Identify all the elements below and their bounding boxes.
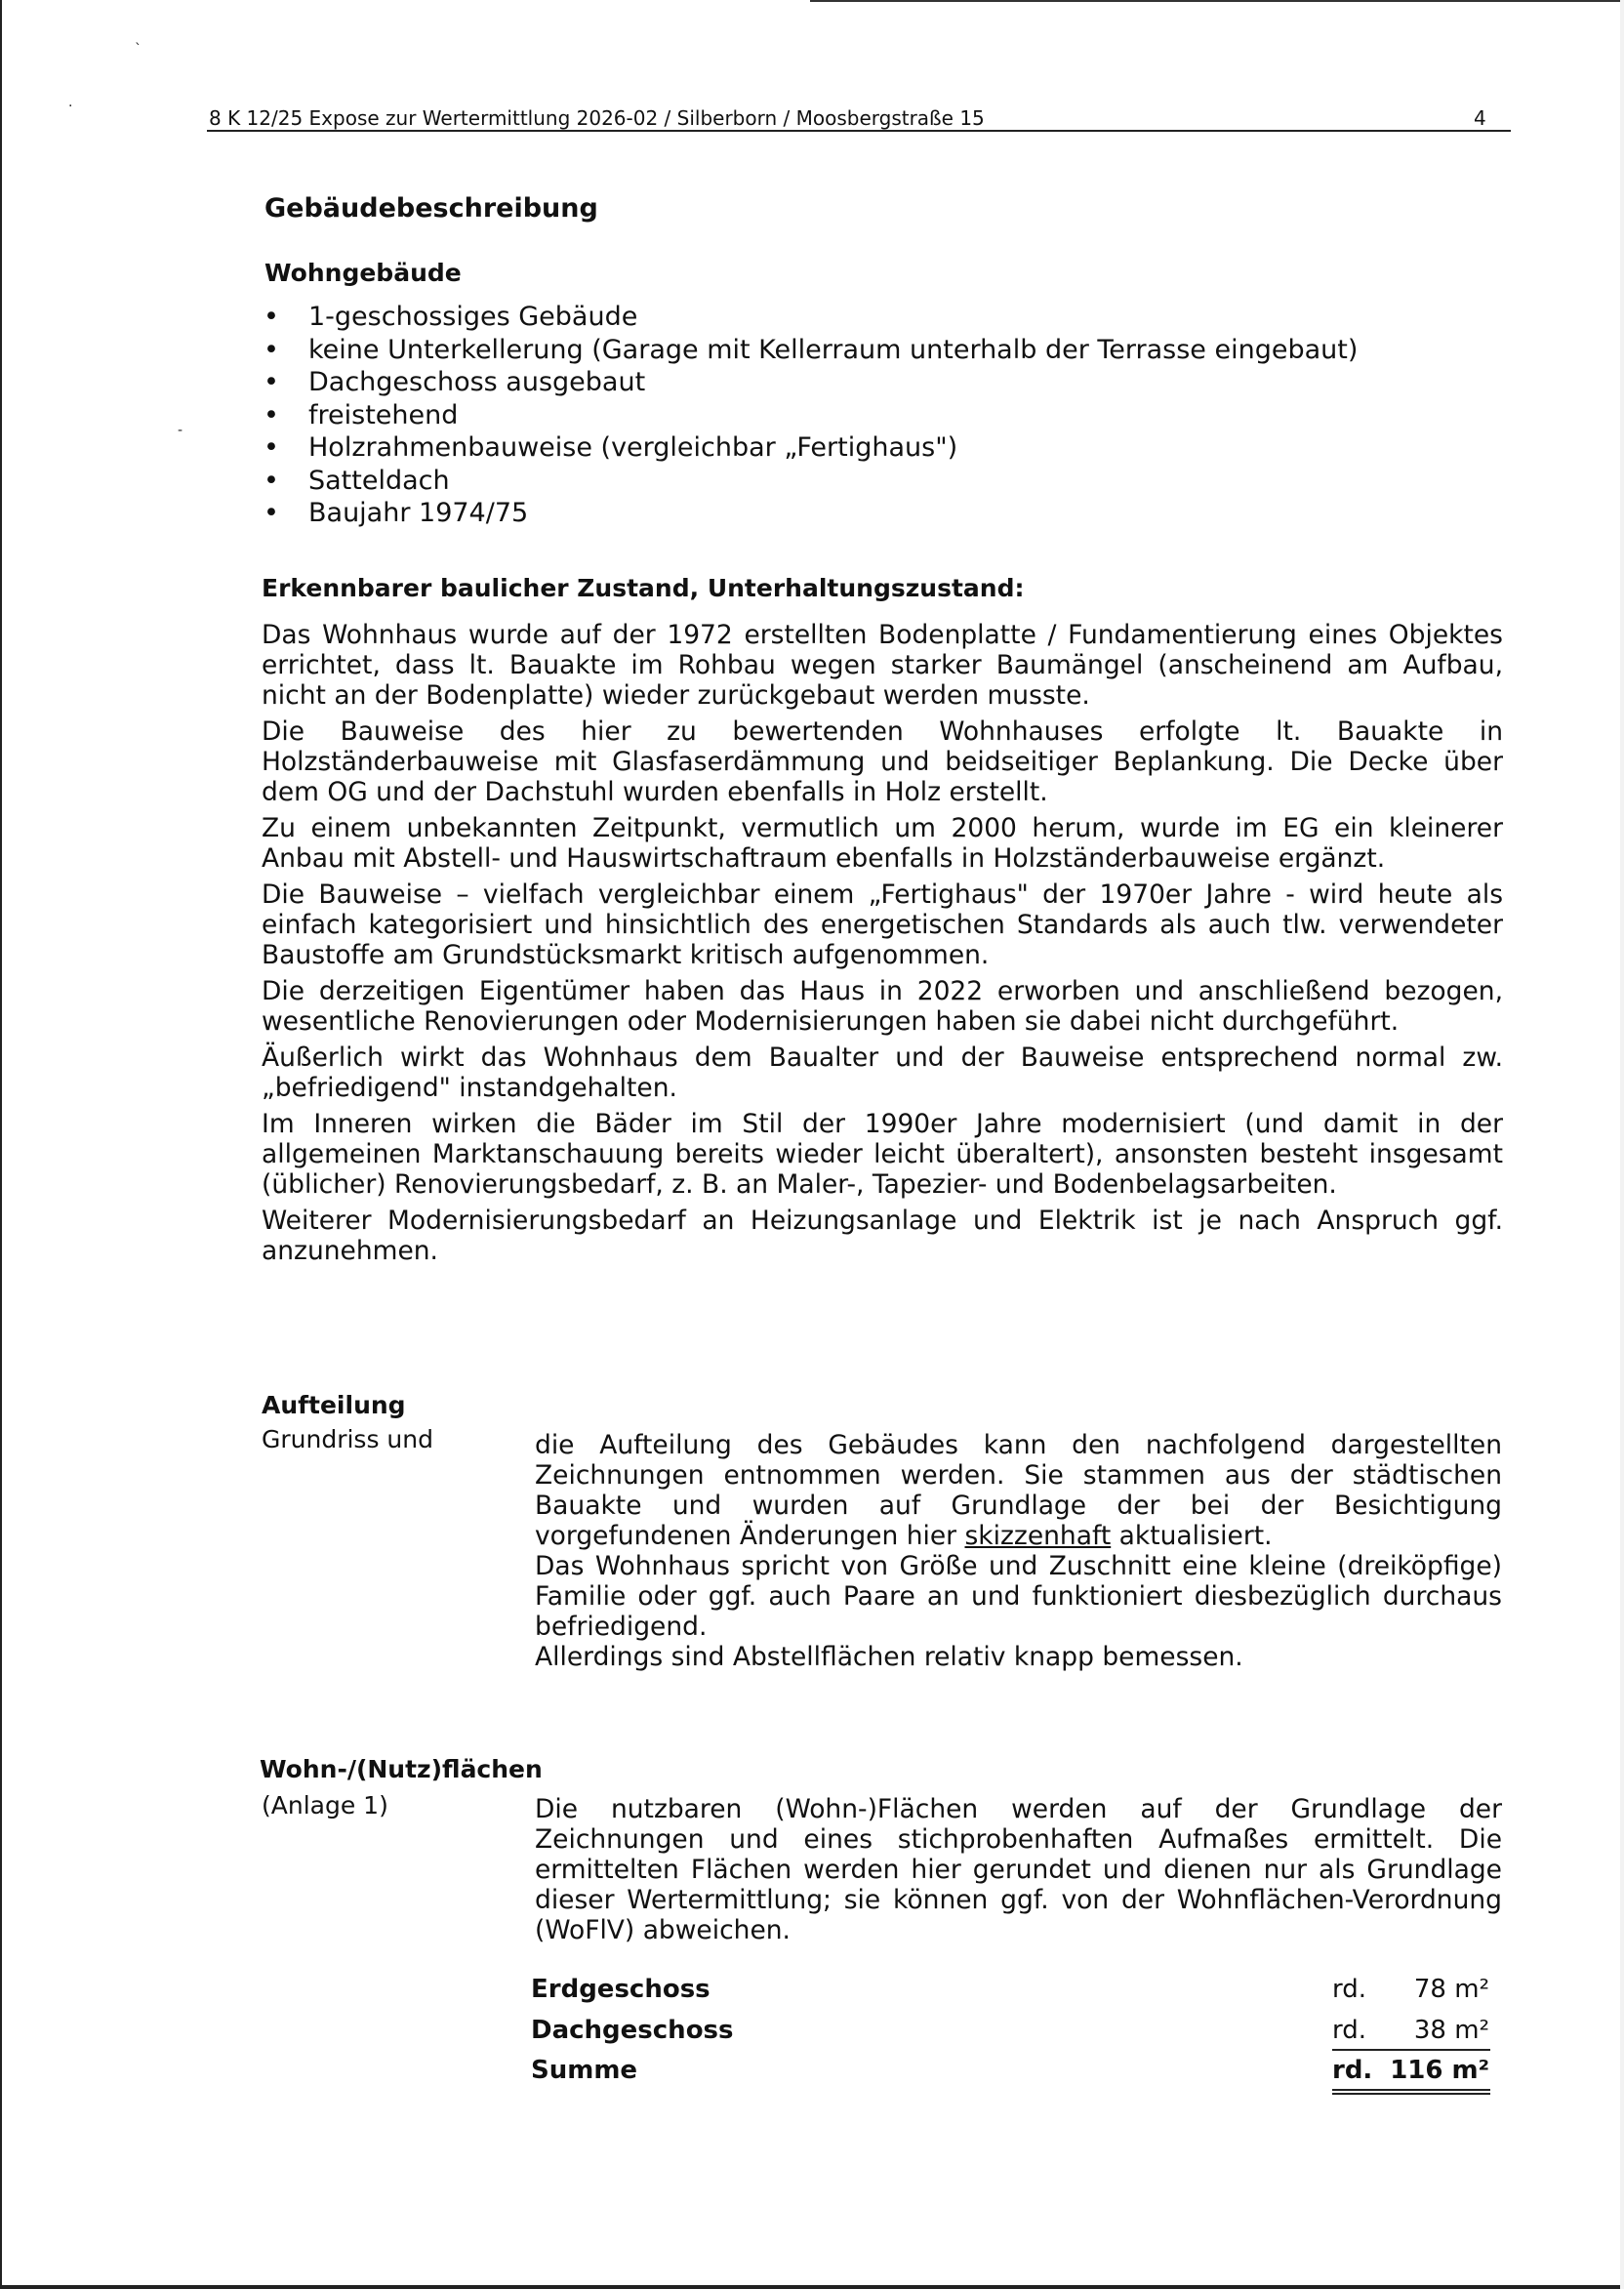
total-rule (1332, 2089, 1490, 2091)
feature-item: • 1-geschossiges Gebäude (264, 301, 1358, 334)
scan-speck: - (178, 423, 183, 438)
paragraph: Die Bauweise des hier zu bewertenden Wohnhauses erfolgte lt. Bauakte in Holzständerbauweise mit Glasfaserdämmung und beidseitiger Beplankung. Die Decke über dem OG und der Dachstuhl wurden ebenfalls in Holz erstellt. (262, 716, 1503, 807)
header-rule (207, 130, 1511, 132)
feature-item: • freistehend (264, 399, 1358, 432)
feature-item: • Holzrahmenbauweise (vergleichbar „Fertighaus") (264, 431, 1358, 465)
scan-speck: · (68, 99, 73, 114)
feature-item: • Dachgeschoss ausgebaut (264, 366, 1358, 399)
page-header (209, 105, 1511, 131)
area-prefix: rd. (1332, 2056, 1373, 2085)
scan-speck: ` (135, 42, 142, 58)
flaechen-heading: Wohn-/(Nutz)flächen (260, 1755, 543, 1783)
page-border-bottom (0, 2285, 1624, 2289)
flaechen-text (535, 1794, 1502, 1945)
paragraph: Zu einem unbekannten Zeitpunkt, vermutlich um 2000 herum, wurde im EG ein kleinerer Anbau mit Abstell- und Hauswirtschaftraum ebenfalls in Holzständerbauweise ergänzt. (262, 813, 1503, 874)
feature-item: • keine Unterkellerung (Garage mit Kellerraum unterhalb der Terrasse eingebaut) (264, 334, 1358, 367)
underlined-word: skizzenhaft (964, 1521, 1112, 1551)
section-heading: Gebäudebeschreibung (264, 193, 598, 224)
feature-item: • Satteldach (264, 465, 1358, 498)
zustand-text (262, 620, 1503, 1272)
paragraph: Das Wohnhaus spricht von Größe und Zuschnitt eine kleine (dreiköpfige) Familie oder ggf. auch Paare an und funktioniert diesbezüglich durchaus befriedigend. (535, 1551, 1502, 1642)
area-row-summe (531, 2054, 1507, 2087)
total-double-rule (1332, 2093, 1490, 2095)
paragraph: Die derzeitigen Eigentümer haben das Haus in 2022 erworben und anschließend bezogen, wesentliche Renovierungen oder Modernisierungen haben sie dabei nicht durchgeführt. (262, 976, 1503, 1037)
page-border-right (1620, 0, 1624, 2289)
area-prefix: rd. (1332, 1975, 1367, 2004)
paragraph: die Aufteilung des Gebäudes kann den nachfolgend dargestellten Zeichnungen entnommen werden. Sie stammen aus der städtischen Bauakte und wurden auf Grundlage der bei der Besichtigung vorgefundenen Änderungen hier skizzenhaft aktualisiert. (535, 1430, 1502, 1551)
paragraph: Äußerlich wirkt das Wohnhaus dem Baualter und der Bauweise entsprechend normal zw. „befriedigend" instandgehalten. (262, 1042, 1503, 1103)
flaechen-label: (Anlage 1) (262, 1791, 388, 1819)
area-prefix: rd. (1332, 2016, 1367, 2045)
paragraph: Allerdings sind Abstellflächen relativ knapp bemessen. (535, 1642, 1243, 1672)
area-value: 38 m² (1413, 2016, 1489, 2045)
wohngebaeude-heading: Wohngebäude (264, 259, 462, 287)
page-border-left (0, 0, 2, 2289)
area-name: Summe (531, 2056, 638, 2085)
feature-item: • Baujahr 1974/75 (264, 497, 1358, 530)
zustand-heading: Erkennbarer baulicher Zustand, Unterhaltungszustand: (262, 574, 1025, 602)
feature-list (264, 301, 1358, 530)
area-value: 78 m² (1413, 1975, 1489, 2004)
area-name: Dachgeschoss (531, 2016, 734, 2045)
area-name: Erdgeschoss (531, 1975, 710, 2004)
aufteilung-heading: Aufteilung (262, 1391, 406, 1419)
area-row-dachgeschoss (531, 2014, 1507, 2047)
subtotal-rule (1332, 2049, 1490, 2051)
paragraph: Die nutzbaren (Wohn-)Flächen werden auf der Grundlage der Zeichnungen und eines stichprobenhaften Aufmaßes ermittelt. Die ermittelten Flächen werden hier gerundet und dienen nur als Grundlage dieser Wertermittlung; sie können ggf. von der Wohnflächen-Verordnung (WoFlV) abweichen. (535, 1794, 1502, 1945)
header-text: 8 K 12/25 Expose zur Wertermittlung 2026-02 / Silberborn / Moosbergstraße 15 (209, 106, 985, 130)
page-border-top (810, 0, 1624, 2)
paragraph: Das Wohnhaus wurde auf der 1972 erstellten Bodenplatte / Fundamentierung eines Objektes errichtet, dass lt. Bauakte im Rohbau wegen starker Baumängel (anscheinend am Aufbau, nicht an der Bodenplatte) wieder zurückgebaut werden musste. (262, 620, 1503, 711)
aufteilung-text (535, 1430, 1502, 1672)
paragraph: Im Inneren wirken die Bäder im Stil der 1990er Jahre modernisiert (und damit in der allgemeinen Marktanschauung bereits wieder leicht überaltert), ansonsten besteht insgesamt (üblicher) Renovierungsbedarf, z. B. an Maler-, Tapezier- und Bodenbelagsarbeiten. (262, 1109, 1503, 1200)
paragraph: Weiterer Modernisierungsbedarf an Heizungsanlage und Elektrik ist je nach Anspruch ggf. anzunehmen. (262, 1206, 1503, 1266)
page-number: 4 (1474, 106, 1486, 130)
aufteilung-label: Grundriss und (262, 1425, 433, 1453)
area-row-erdgeschoss (531, 1973, 1507, 2006)
paragraph: Die Bauweise – vielfach vergleichbar einem „Fertighaus" der 1970er Jahre - wird heute als einfach kategorisiert und hinsichtlich des energetischen Standards als auch tlw. verwendeter Baustoffe am Grundstücksmarkt kritisch aufgenommen. (262, 879, 1503, 970)
area-value: 116 m² (1390, 2056, 1489, 2085)
